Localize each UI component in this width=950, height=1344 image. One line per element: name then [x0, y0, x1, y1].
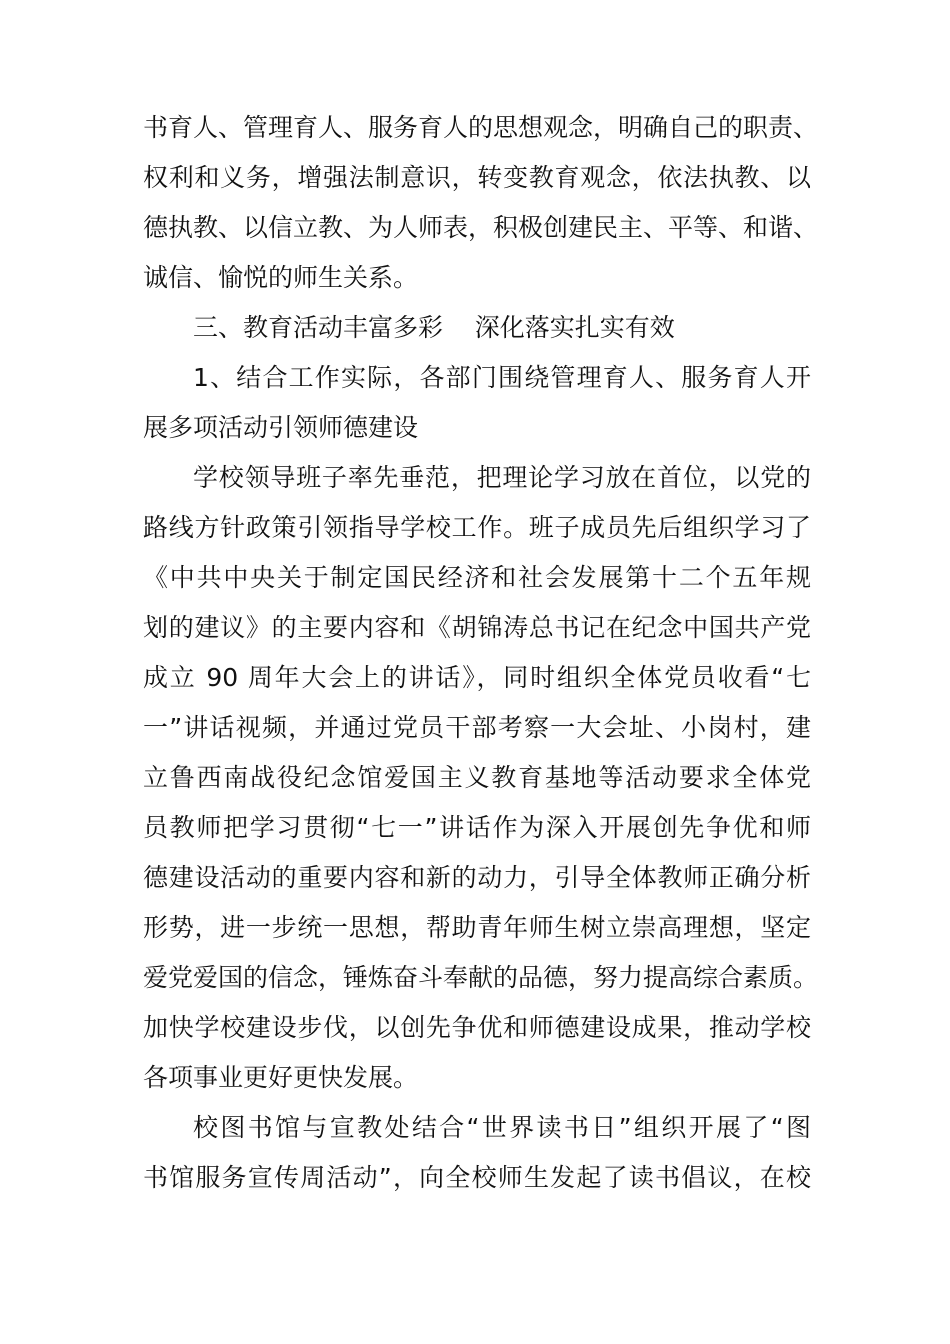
text-line: 加快学校建设步伐，以创先争优和师德建设成果，推动学校	[143, 1013, 811, 1042]
text-line: 书馆服务宣传周活动”，向全校师生发起了读书倡议，在校	[143, 1163, 811, 1192]
text-line: 校图书馆与宣教处结合“世界读书日”组织开展了“图	[193, 1113, 811, 1142]
text-line: 德执教、以信立教、为人师表，积极创建民主、平等、和谐、	[143, 213, 819, 242]
text-line: 学校领导班子率先垂范，把理论学习放在首位，以党的	[193, 463, 811, 492]
subsection-heading-continued: 展多项活动引领师德建设	[143, 413, 419, 442]
text-line: 爱党爱国的信念，锤炼奋斗奉献的品德，努力提高综合素质。	[143, 963, 819, 992]
subsection-heading: 1、结合工作实际，各部门围绕管理育人、服务育人开	[193, 363, 811, 392]
text-line: 形势，进一步统一思想，帮助青年师生树立崇高理想，坚定	[143, 913, 811, 942]
text-line: 成立 90 周年大会上的讲话》，同时组织全体党员收看“七	[143, 663, 811, 692]
text-line: 书育人、管理育人、服务育人的思想观念，明确自己的职责、	[143, 113, 819, 142]
text-line: 《中共中央关于制定国民经济和社会发展第十二个五年规	[143, 563, 811, 592]
text-line: 一”讲话视频，并通过党员干部考察一大会址、小岗村，建	[143, 713, 811, 742]
text-line: 诚信、愉悦的师生关系。	[143, 263, 419, 292]
text-line: 员教师把学习贯彻“七一”讲话作为深入开展创先争优和师	[143, 813, 811, 842]
text-line: 各项事业更好更快发展。	[143, 1063, 419, 1092]
section-heading: 三、教育活动丰富多彩 深化落实扎实有效	[193, 313, 675, 342]
text-line: 立鲁西南战役纪念馆爱国主义教育基地等活动要求全体党	[143, 763, 811, 792]
text-line: 划的建议》的主要内容和《胡锦涛总书记在纪念中国共产党	[143, 613, 811, 642]
text-line: 权利和义务，增强法制意识，转变教育观念，依法执教、以	[143, 163, 811, 192]
text-line: 德建设活动的重要内容和新的动力，引导全体教师正确分析	[143, 863, 811, 892]
body-text	[143, 103, 819, 1203]
text-line: 路线方针政策引领指导学校工作。班子成员先后组织学习了	[143, 513, 811, 542]
